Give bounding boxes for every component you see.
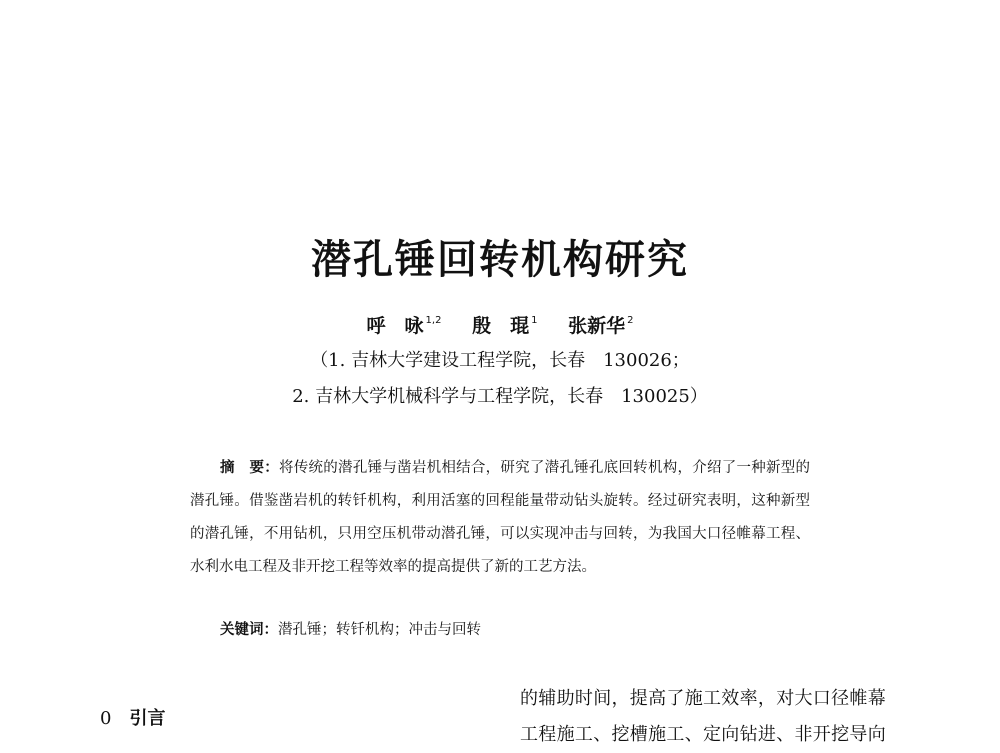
body-text-line: 工程施工、挖槽施工、定向钻进、非开挖导向: [520, 724, 886, 745]
affiliation-line-2: 2. 吉林大学机械科学与工程学院，长春 130025）: [292, 386, 708, 407]
abstract-text: 将传统的潜孔锤与凿岩机相结合，研究了潜孔锤孔底回转机构，介绍了一种新型的潜孔锤。借鉴凿岩机的转钎机构，利用活塞的回程能量带动钻头旋转。经过研究表明，这种新型的潜孔锤，不用钻机，只用空压机带动潜孔锤，可以实现冲击与回转，为我国大口径帷幕工程、水利水电工程及非开挖工程等效率的提高提供了新的工艺方法。: [190, 460, 811, 575]
author-list: [0, 311, 1000, 338]
section-number: 0: [100, 708, 112, 729]
author-3: [568, 311, 633, 338]
author-affil-mark: 2: [627, 315, 634, 326]
section-heading: [100, 704, 165, 730]
author-1: [367, 311, 442, 338]
keywords-text: 潜孔锤；转钎机构；冲击与回转: [278, 622, 481, 638]
paper-title: 潜孔锤回转机构研究: [311, 237, 689, 283]
section-title: 引言: [129, 708, 166, 729]
author-name: 呼 咏: [366, 315, 424, 337]
author-name: 张新华: [568, 315, 626, 337]
abstract: [190, 452, 810, 584]
keywords: [220, 618, 481, 639]
author-affil-mark: 1,2: [425, 315, 442, 326]
author-affil-mark: 1: [531, 315, 538, 326]
author-name: 殷 琨: [472, 315, 530, 337]
abstract-label: 摘 要：: [220, 460, 280, 476]
author-2: [472, 311, 537, 338]
body-text-column: [520, 681, 902, 753]
keywords-label: 关键词：: [220, 622, 278, 638]
affiliation-line-1: （1. 吉林大学建设工程学院，长春 130026；: [310, 350, 690, 371]
body-text-line: 的辅助时间，提高了施工效率，对大口径帷幕: [520, 688, 886, 709]
